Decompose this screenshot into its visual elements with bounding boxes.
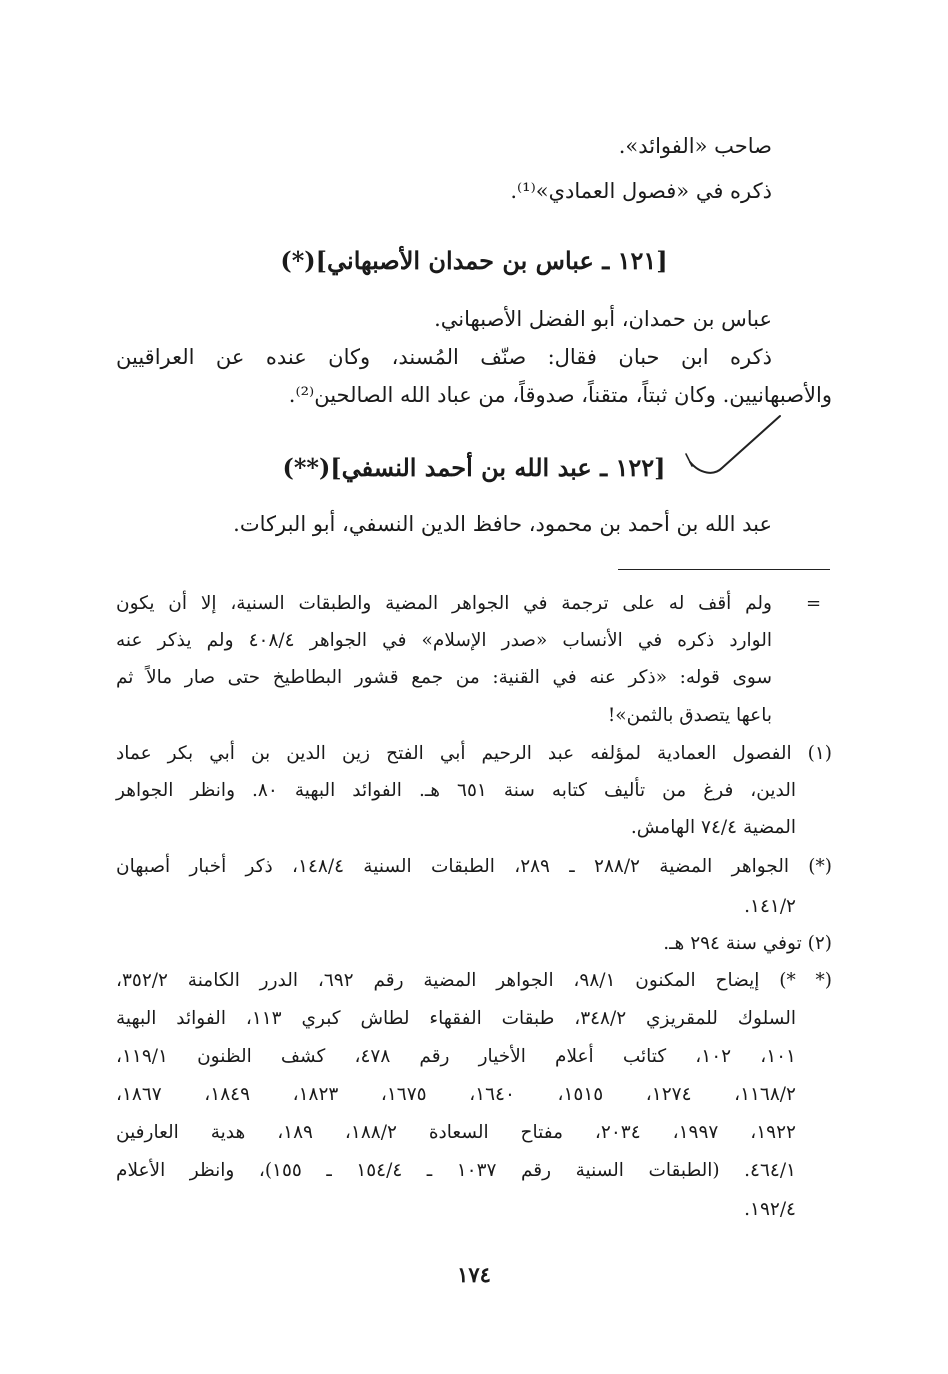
body-line: ذكره في «فصول العمادي»⁽¹⁾. — [510, 179, 772, 203]
continuation-marker: = — [806, 593, 822, 614]
body-line: صاحب «الفوائد». — [618, 134, 772, 158]
body-line: ذكره ابن حبان فقال: صنّف المُسند، وكان عنده عن العراقيين — [116, 345, 772, 369]
footnote-line: الدين، فرغ من تأليف كتابه سنة ٦٥١ هـ. الفوائد البهية ٨٠. وانظر الجواهر — [116, 780, 796, 801]
footnote-line: باعها يتصدق بالثمن»! — [607, 705, 772, 726]
body-line: عباس بن حمدان، أبو الفضل الأصبهاني. — [434, 307, 772, 331]
footnote-line: السلوك للمقريزي ٣٤٨/٢، طبقات الفقهاء لطاش كبري ١١٣، الفوائد البهية — [116, 1008, 796, 1029]
entry-heading-121: [١٢١ ـ عباس بن حمدان الأصبهاني](*) — [280, 246, 668, 275]
footnote-line: سوى قوله: «ذكر عنه في القنية: من جمع قشور البطاطيخ حتى صار مالاً ثم — [116, 667, 772, 688]
footnote-line: ولم أقف له على ترجمة في الجواهر المضية والطبقات السنية، إلا أن يكون — [116, 593, 772, 614]
footnote-line: ١٩٢/٤. — [744, 1199, 796, 1220]
footnote-line: ١٤١/٢. — [744, 896, 796, 917]
footnote-line: الوارد ذكره في الأنساب «صدر الإسلام» في الجواهر ٤٠٨/٤ ولم يذكر عنه — [116, 630, 772, 651]
footnote-double-star: (* *) إيضاح المكنون ٩٨/١، الجواهر المضية رقم ٦٩٢، الدرر الكامنة ٣٥٢/٢، — [116, 970, 832, 991]
footnote-1: (١) الفصول العمادية لمؤلفه عبد الرحيم أبي الفتح زين الدين بن أبي بكر عماد — [116, 743, 832, 764]
footnote-line: ١٩٢٢، ١٩٩٧، ٢٠٣٤، مفتاح السعادة ١٨٨/٢، ١٨٩، هدية العارفين — [116, 1122, 796, 1143]
footnote-line: ١١٦٨/٢، ١٢٧٤، ١٥١٥، ١٦٤٠، ١٦٧٥، ١٨٢٣، ١٨٤٩، ١٨٦٧، — [116, 1084, 796, 1105]
footnote-line: ١٠١، ١٠٢، كتائب أعلام الأخيار رقم ٤٧٨، كشف الظنون ١١٩/١، — [116, 1046, 796, 1067]
body-line: عبد الله بن أحمد بن محمود، حافظ الدين النسفي، أبو البركات. — [233, 512, 772, 536]
footnote-line: المضية ٧٤/٤ الهامش. — [630, 817, 796, 838]
entry-heading-122: [١٢٢ ـ عبد الله بن أحمد النسفي](**) — [282, 453, 666, 482]
footnote-star: (*) الجواهر المضية ٢٨٨/٢ ـ ٢٨٩، الطبقات السنية ١٤٨/٤، ذكر أخبار أصبهان — [116, 856, 832, 877]
footnote-separator — [618, 569, 830, 570]
body-line: والأصبهانيين. وكان ثبتاً، متقناً، صدوقاً، من عباد الله الصالحين⁽²⁾. — [288, 383, 832, 407]
footnote-2: (٢) توفي سنة ٢٩٤ هـ. — [663, 933, 832, 954]
footnote-line: ٤٦٤/١. (الطبقات السنية رقم ١٠٣٧ ـ ١٥٤/٤ ـ ١٥٥)، وانظر الأعلام — [116, 1160, 796, 1181]
page-number: ١٧٤ — [457, 1262, 491, 1287]
